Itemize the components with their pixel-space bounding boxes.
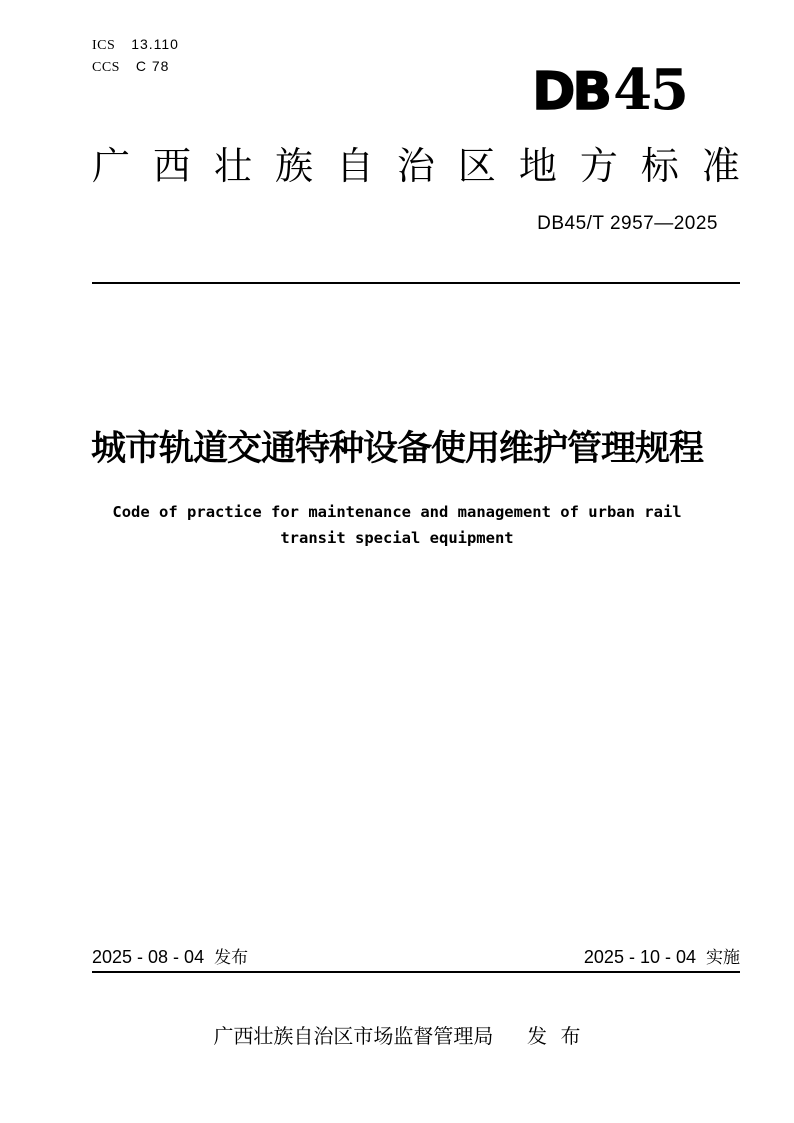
db45-logo-db-text: DB — [532, 62, 610, 122]
publish-label: 发 布 — [527, 1026, 581, 1048]
ccs-label: CCS — [92, 60, 120, 75]
document-title-en-line1: Code of practice for maintenance and management of urban rail — [112, 503, 682, 521]
standard-number: DB45/T 2957—2025 — [537, 213, 718, 234]
issue-date-label: 发布 — [214, 948, 249, 967]
ics-ccs-block — [92, 33, 179, 77]
publisher-line — [0, 1025, 794, 1049]
implement-date-label: 实施 — [706, 948, 740, 967]
standard-category-title: 广 西 壮 族 自 治 区 地 方 标 准 — [92, 146, 740, 188]
document-title-en-line2: transit special equipment — [280, 529, 514, 547]
db45-logo — [532, 57, 687, 123]
footer-rule — [92, 971, 740, 973]
dates-row — [92, 945, 740, 970]
db45-logo-region-code: 45 — [613, 57, 687, 123]
issue-date-value: 2025 - 08 - 04 — [92, 947, 205, 967]
document-title-en — [0, 499, 794, 551]
document-title-zh: 城市轨道交通特种设备使用维护管理规程 — [90, 429, 703, 468]
ics-value: 13.110 — [131, 36, 179, 52]
publisher-name: 广西壮族自治区市场监督管理局 — [213, 1026, 494, 1048]
header-rule — [92, 282, 740, 284]
ccs-line — [92, 55, 179, 77]
issue-date-line — [92, 945, 248, 970]
implement-date-value: 2025 - 10 - 04 — [583, 947, 696, 967]
ics-line — [92, 33, 179, 55]
implement-date-line — [584, 945, 740, 970]
ics-label: ICS — [92, 38, 116, 53]
ccs-value: C 78 — [135, 58, 170, 74]
